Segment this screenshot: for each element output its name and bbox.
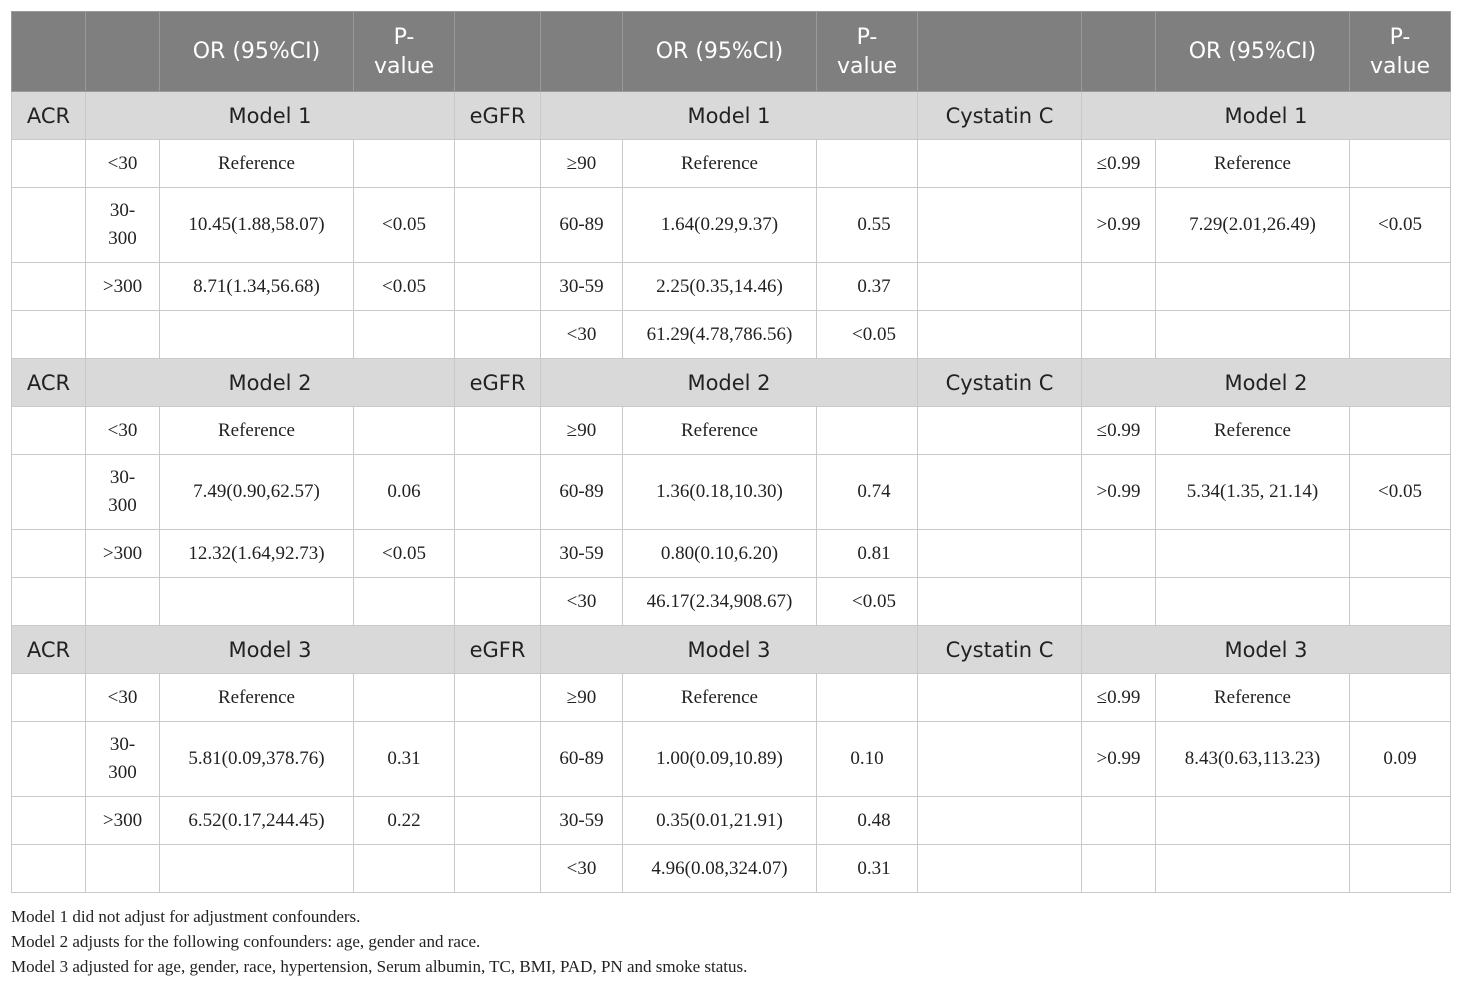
egfr-blank-cell [455,845,541,893]
egfr-category: <30 [541,845,623,893]
egfr-category: 60-89 [541,455,623,530]
table-row [12,722,1451,797]
cys-odds-ratio [1156,530,1350,578]
egfr-p-value: 0.37 [817,263,918,311]
egfr-p-value: 0.55 [817,188,918,263]
acr-blank-cell [12,407,86,455]
egfr-blank-cell [455,407,541,455]
egfr-label: eGFR [455,92,541,140]
acr-category: >300 [86,797,160,845]
egfr-blank-cell [455,455,541,530]
egfr-or-header: OR (95%CI) [623,12,817,92]
table-row [12,140,1451,188]
egfr-p-value: <0.05 [817,311,918,359]
cys-category: >0.99 [1082,455,1156,530]
acr-p-value [354,674,455,722]
cys-category [1082,530,1156,578]
acr-blank-cell [12,311,86,359]
cys-blank-cell [918,530,1082,578]
acr-label: ACR [12,626,86,674]
cys-odds-ratio: Reference [1156,140,1350,188]
footnote-model-2: Model 2 adjusts for the following confounders: age, gender and race. [11,932,481,951]
header-blank-cell [1082,12,1156,92]
egfr-odds-ratio: 1.00(0.09,10.89) [623,722,817,797]
footnote-model-3: Model 3 adjusted for age, gender, race, hypertension, Serum albumin, TC, BMI, PAD, PN and smoke status. [11,957,748,976]
egfr-blank-cell [455,263,541,311]
egfr-odds-ratio: 4.96(0.08,324.07) [623,845,817,893]
egfr-p-value: 0.81 [817,530,918,578]
egfr-p-value: 0.48 [817,797,918,845]
egfr-blank-cell [455,722,541,797]
header-blank-cell [918,12,1082,92]
egfr-p-value [817,407,918,455]
acr-odds-ratio: 12.32(1.64,92.73) [160,530,354,578]
cys-blank-cell [918,722,1082,797]
cys-category: >0.99 [1082,188,1156,263]
egfr-label: eGFR [455,359,541,407]
egfr-odds-ratio: 1.64(0.29,9.37) [623,188,817,263]
cys-blank-cell [918,188,1082,263]
cys-blank-cell [918,797,1082,845]
table-row [12,797,1451,845]
cys-p-value [1350,845,1451,893]
egfr-odds-ratio: 61.29(4.78,786.56) [623,311,817,359]
acr-model-label: Model 1 [86,92,455,140]
egfr-label: eGFR [455,626,541,674]
egfr-category: 30-59 [541,263,623,311]
acr-p-value: 0.06 [354,455,455,530]
acr-p-value: <0.05 [354,263,455,311]
egfr-odds-ratio: Reference [623,674,817,722]
cys-p-value [1350,797,1451,845]
acr-blank-cell [12,263,86,311]
cys-p-value [1350,311,1451,359]
cys-p-value: 0.09 [1350,722,1451,797]
egfr-category: <30 [541,578,623,626]
acr-blank-cell [12,578,86,626]
table-footnotes [11,904,1450,979]
acr-p-value: <0.05 [354,530,455,578]
cys-blank-cell [918,674,1082,722]
cys-model-label: Model 1 [1082,92,1451,140]
cys-category [1082,845,1156,893]
cys-odds-ratio [1156,845,1350,893]
egfr-p-value: 0.31 [817,845,918,893]
column-header-row [12,12,1451,92]
cys-p-value [1350,407,1451,455]
acr-odds-ratio [160,311,354,359]
header-blank-cell [455,12,541,92]
acr-label: ACR [12,359,86,407]
egfr-blank-cell [455,674,541,722]
egfr-blank-cell [455,530,541,578]
acr-category: 30- 300 [86,188,160,263]
acr-blank-cell [12,845,86,893]
cys-or-header: OR (95%CI) [1156,12,1350,92]
cys-category: >0.99 [1082,722,1156,797]
cys-odds-ratio [1156,797,1350,845]
acr-p-value [354,578,455,626]
acr-odds-ratio: Reference [160,674,354,722]
cys-blank-cell [918,407,1082,455]
acr-blank-cell [12,797,86,845]
acr-category: >300 [86,530,160,578]
egfr-category: 30-59 [541,530,623,578]
egfr-blank-cell [455,797,541,845]
acr-p-header: P- value [354,12,455,92]
acr-p-value: 0.31 [354,722,455,797]
acr-odds-ratio: Reference [160,407,354,455]
cys-model-label: Model 2 [1082,359,1451,407]
cys-category [1082,263,1156,311]
cys-odds-ratio [1156,578,1350,626]
egfr-category: ≥90 [541,674,623,722]
table-body [12,12,1451,893]
egfr-odds-ratio: 0.35(0.01,21.91) [623,797,817,845]
acr-category: 30- 300 [86,722,160,797]
cys-p-value [1350,263,1451,311]
cys-category [1082,578,1156,626]
model-header-row [12,626,1451,674]
cys-odds-ratio: Reference [1156,674,1350,722]
cys-odds-ratio: 5.34(1.35, 21.14) [1156,455,1350,530]
egfr-p-header: P- value [817,12,918,92]
acr-category [86,311,160,359]
egfr-odds-ratio: Reference [623,140,817,188]
cys-blank-cell [918,140,1082,188]
acr-p-value [354,845,455,893]
acr-p-value [354,311,455,359]
egfr-blank-cell [455,311,541,359]
table-row [12,530,1451,578]
acr-odds-ratio: 5.81(0.09,378.76) [160,722,354,797]
egfr-p-value: 0.74 [817,455,918,530]
cys-p-value: <0.05 [1350,455,1451,530]
footnote-model-1: Model 1 did not adjust for adjustment confounders. [11,907,361,926]
egfr-odds-ratio: 1.36(0.18,10.30) [623,455,817,530]
cys-odds-ratio: Reference [1156,407,1350,455]
cys-blank-cell [918,263,1082,311]
cys-odds-ratio: 7.29(2.01,26.49) [1156,188,1350,263]
cys-p-value [1350,530,1451,578]
cys-p-value [1350,140,1451,188]
table-row [12,311,1451,359]
acr-category: <30 [86,407,160,455]
cys-blank-cell [918,311,1082,359]
egfr-model-label: Model 2 [541,359,918,407]
acr-blank-cell [12,188,86,263]
cys-odds-ratio [1156,311,1350,359]
acr-p-value [354,407,455,455]
cys-category [1082,311,1156,359]
acr-category: >300 [86,263,160,311]
cys-model-label: Model 3 [1082,626,1451,674]
acr-p-value [354,140,455,188]
cys-odds-ratio [1156,263,1350,311]
acr-odds-ratio: 6.52(0.17,244.45) [160,797,354,845]
acr-blank-cell [12,140,86,188]
acr-or-header: OR (95%CI) [160,12,354,92]
cys-p-value: <0.05 [1350,188,1451,263]
acr-category: <30 [86,140,160,188]
acr-category [86,845,160,893]
acr-blank-cell [12,530,86,578]
acr-odds-ratio [160,845,354,893]
egfr-blank-cell [455,578,541,626]
cystatin-c-label: Cystatin C [918,92,1082,140]
egfr-p-value [817,140,918,188]
table-row [12,407,1451,455]
cys-blank-cell [918,578,1082,626]
cys-category [1082,797,1156,845]
header-blank-cell [86,12,160,92]
egfr-odds-ratio: 0.80(0.10,6.20) [623,530,817,578]
cys-blank-cell [918,845,1082,893]
egfr-category: 30-59 [541,797,623,845]
acr-odds-ratio: 7.49(0.90,62.57) [160,455,354,530]
acr-p-value: 0.22 [354,797,455,845]
acr-odds-ratio: Reference [160,140,354,188]
acr-label: ACR [12,92,86,140]
egfr-odds-ratio: 46.17(2.34,908.67) [623,578,817,626]
egfr-category: ≥90 [541,140,623,188]
cys-category: ≤0.99 [1082,140,1156,188]
acr-odds-ratio [160,578,354,626]
table-row [12,674,1451,722]
cystatin-c-label: Cystatin C [918,626,1082,674]
acr-model-label: Model 3 [86,626,455,674]
egfr-odds-ratio: 2.25(0.35,14.46) [623,263,817,311]
egfr-blank-cell [455,188,541,263]
egfr-p-value: 0.10 [817,722,918,797]
egfr-category: <30 [541,311,623,359]
egfr-p-value: <0.05 [817,578,918,626]
cys-p-value [1350,578,1451,626]
acr-model-label: Model 2 [86,359,455,407]
egfr-category: 60-89 [541,188,623,263]
acr-blank-cell [12,455,86,530]
header-blank-cell [541,12,623,92]
cys-blank-cell [918,455,1082,530]
egfr-category: ≥90 [541,407,623,455]
table-row [12,845,1451,893]
acr-blank-cell [12,674,86,722]
odds-ratio-table [11,11,1451,893]
model-header-row [12,359,1451,407]
acr-odds-ratio: 8.71(1.34,56.68) [160,263,354,311]
cys-category: ≤0.99 [1082,674,1156,722]
egfr-category: 60-89 [541,722,623,797]
egfr-blank-cell [455,140,541,188]
cys-category: ≤0.99 [1082,407,1156,455]
cys-p-value [1350,674,1451,722]
acr-p-value: <0.05 [354,188,455,263]
table-row [12,263,1451,311]
table-row [12,455,1451,530]
egfr-model-label: Model 1 [541,92,918,140]
table-row [12,578,1451,626]
acr-category: <30 [86,674,160,722]
header-blank-cell [12,12,86,92]
acr-odds-ratio: 10.45(1.88,58.07) [160,188,354,263]
cys-odds-ratio: 8.43(0.63,113.23) [1156,722,1350,797]
egfr-model-label: Model 3 [541,626,918,674]
cys-p-header: P- value [1350,12,1451,92]
cystatin-c-label: Cystatin C [918,359,1082,407]
table-row [12,188,1451,263]
model-header-row [12,92,1451,140]
acr-blank-cell [12,722,86,797]
egfr-p-value [817,674,918,722]
acr-category [86,578,160,626]
acr-category: 30- 300 [86,455,160,530]
egfr-odds-ratio: Reference [623,407,817,455]
